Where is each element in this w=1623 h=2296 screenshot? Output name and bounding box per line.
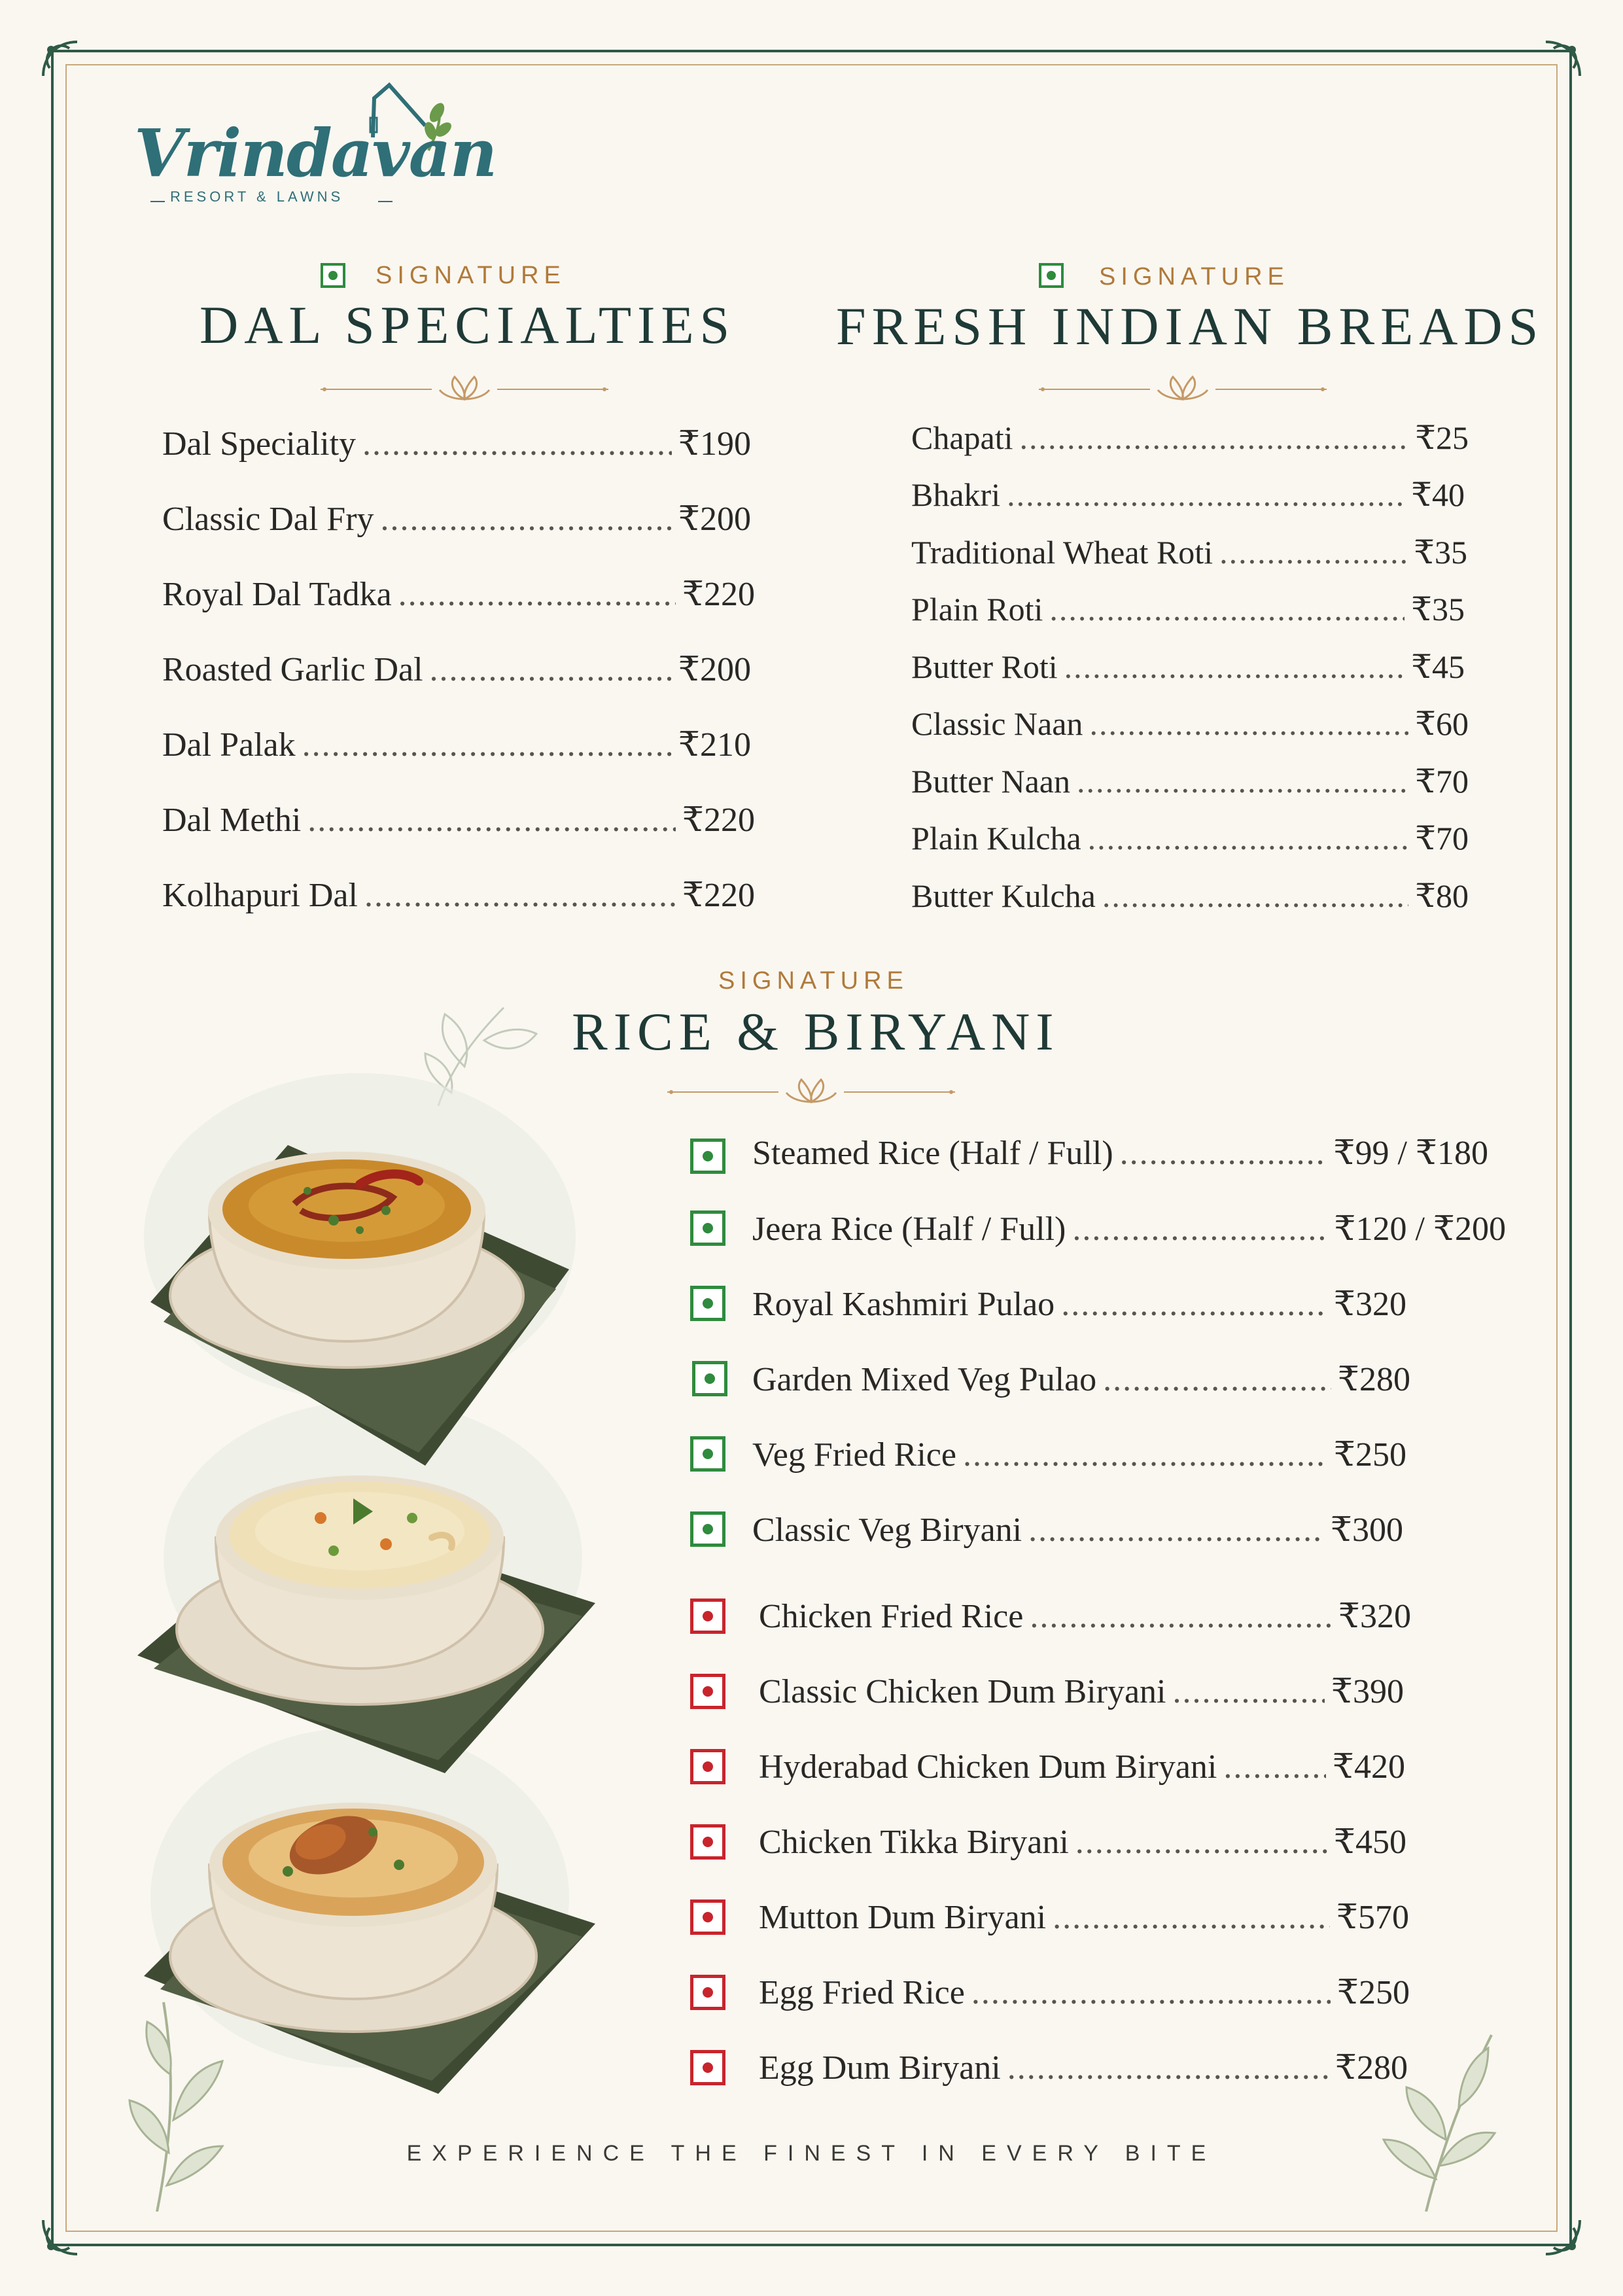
veg-symbol-icon bbox=[1039, 263, 1064, 288]
breads-section-title: FRESH INDIAN BREADS bbox=[836, 296, 1544, 356]
item-price: ₹420 bbox=[1332, 1748, 1405, 1786]
veg-symbol-icon bbox=[321, 263, 345, 288]
list-item bbox=[759, 1973, 1410, 2012]
item-price: ₹70 bbox=[1415, 763, 1469, 800]
item-name: Egg Dum Biryani bbox=[759, 2049, 1001, 2087]
item-name: Dal Methi bbox=[162, 802, 302, 839]
leaf-sprig-icon bbox=[1348, 1996, 1518, 2212]
list-item bbox=[752, 1133, 1488, 1173]
veg-symbol-icon bbox=[690, 1210, 725, 1246]
list-item bbox=[911, 533, 1467, 571]
list-item bbox=[752, 1510, 1403, 1549]
nonveg-symbol-icon bbox=[690, 1824, 725, 1860]
list-item bbox=[752, 1284, 1406, 1324]
item-price: ₹120 / ₹200 bbox=[1334, 1210, 1506, 1248]
item-price: ₹320 bbox=[1333, 1286, 1406, 1323]
item-name: Classic Chicken Dum Biryani bbox=[759, 1673, 1166, 1710]
veg-symbol-icon bbox=[690, 1286, 725, 1321]
item-name: Classic Dal Fry bbox=[162, 501, 374, 538]
veg-symbol-icon bbox=[690, 1139, 725, 1174]
list-item bbox=[162, 574, 755, 614]
leader-dots bbox=[398, 575, 676, 614]
leader-dots bbox=[430, 650, 672, 689]
leader-dots bbox=[307, 801, 676, 839]
item-price: ₹200 bbox=[678, 501, 751, 538]
nonveg-symbol-icon bbox=[690, 2050, 725, 2085]
list-item bbox=[911, 819, 1469, 857]
item-price: ₹80 bbox=[1415, 877, 1469, 914]
leader-dots bbox=[963, 1436, 1327, 1474]
item-price: ₹40 bbox=[1411, 476, 1465, 513]
food-bowls-illustration bbox=[137, 995, 608, 2094]
item-name: Kolhapuri Dal bbox=[162, 877, 358, 914]
nonveg-symbol-icon bbox=[690, 1674, 725, 1709]
list-item bbox=[911, 762, 1469, 800]
list-item bbox=[911, 877, 1469, 915]
dal-section-title: DAL SPECIALTIES bbox=[200, 295, 736, 355]
leader-dots bbox=[1102, 877, 1408, 915]
brand-subtitle: RESORT & LAWNS bbox=[170, 188, 344, 205]
item-price: ₹190 bbox=[678, 425, 751, 463]
nonveg-symbol-icon bbox=[690, 1749, 725, 1784]
leader-dots bbox=[1007, 476, 1405, 514]
veg-symbol-icon bbox=[690, 1511, 725, 1547]
leader-dots bbox=[362, 425, 672, 463]
item-name: Roasted Garlic Dal bbox=[162, 651, 423, 688]
item-name: Chicken Fried Rice bbox=[759, 1598, 1024, 1635]
item-price: ₹570 bbox=[1336, 1899, 1409, 1936]
list-item bbox=[162, 875, 755, 915]
item-name: Butter Roti bbox=[911, 648, 1058, 685]
item-name: Bhakri bbox=[911, 476, 1001, 513]
nonveg-symbol-icon bbox=[690, 1899, 725, 1935]
list-item bbox=[759, 2048, 1408, 2087]
item-name: Mutton Dum Biryani bbox=[759, 1899, 1047, 1936]
corner-ornament-icon bbox=[1539, 37, 1585, 82]
corner-ornament-icon bbox=[1539, 2214, 1585, 2259]
item-price: ₹390 bbox=[1331, 1673, 1404, 1710]
list-item bbox=[162, 800, 755, 839]
leaf-divider-icon bbox=[1039, 373, 1327, 406]
leader-dots bbox=[1089, 705, 1408, 743]
item-price: ₹45 bbox=[1411, 648, 1465, 685]
leader-dots bbox=[1219, 533, 1407, 571]
item-price: ₹35 bbox=[1411, 591, 1465, 627]
nonveg-symbol-icon bbox=[690, 1975, 725, 2010]
list-item bbox=[759, 1747, 1405, 1786]
list-item bbox=[911, 590, 1465, 628]
leader-dots bbox=[302, 726, 672, 764]
item-name: Plain Kulcha bbox=[911, 820, 1081, 857]
leader-dots bbox=[1020, 419, 1409, 457]
leader-dots bbox=[1088, 819, 1409, 857]
item-price: ₹320 bbox=[1338, 1598, 1411, 1635]
item-name: Dal Palak bbox=[162, 726, 296, 764]
list-item bbox=[911, 705, 1469, 743]
leader-dots bbox=[1223, 1748, 1326, 1786]
list-item bbox=[162, 650, 751, 689]
item-price: ₹280 bbox=[1337, 1361, 1410, 1398]
item-name: Garden Mixed Veg Pulao bbox=[752, 1361, 1097, 1398]
leader-dots bbox=[1120, 1134, 1327, 1173]
list-item bbox=[162, 499, 751, 539]
item-price: ₹25 bbox=[1415, 419, 1469, 456]
list-item bbox=[752, 1360, 1410, 1399]
brand-name: Vrindavan bbox=[134, 115, 497, 192]
item-price: ₹99 / ₹180 bbox=[1333, 1135, 1488, 1172]
leaf-sprig-icon bbox=[118, 1989, 288, 2212]
leader-dots bbox=[1075, 1823, 1327, 1862]
list-item bbox=[759, 1898, 1409, 1937]
item-name: Chicken Tikka Biryani bbox=[759, 1824, 1069, 1861]
leader-dots bbox=[1053, 1898, 1330, 1937]
list-item bbox=[911, 476, 1465, 514]
item-name: Butter Kulcha bbox=[911, 877, 1096, 914]
item-price: ₹35 bbox=[1414, 534, 1467, 571]
item-price: ₹300 bbox=[1330, 1511, 1403, 1549]
leader-dots bbox=[1007, 2049, 1329, 2087]
item-name: Plain Roti bbox=[911, 591, 1043, 627]
leaf-divider-icon bbox=[667, 1076, 955, 1108]
item-name: Jeera Rice (Half / Full) bbox=[752, 1210, 1066, 1248]
item-name: Butter Naan bbox=[911, 763, 1070, 800]
item-price: ₹250 bbox=[1333, 1436, 1406, 1474]
item-price: ₹450 bbox=[1333, 1824, 1406, 1861]
dal-kicker: SIGNATURE bbox=[375, 262, 566, 289]
list-item bbox=[162, 725, 751, 764]
list-item bbox=[759, 1597, 1411, 1636]
list-item bbox=[162, 424, 751, 463]
veg-symbol-icon bbox=[690, 1436, 725, 1472]
item-name: Royal Dal Tadka bbox=[162, 576, 392, 613]
leader-dots bbox=[1030, 1597, 1332, 1636]
list-item bbox=[752, 1209, 1506, 1248]
leader-dots bbox=[1103, 1360, 1331, 1399]
item-price: ₹220 bbox=[682, 576, 755, 613]
item-name: Royal Kashmiri Pulao bbox=[752, 1286, 1055, 1323]
rice-section-title: RICE & BIRYANI bbox=[572, 1002, 1060, 1061]
item-price: ₹70 bbox=[1415, 820, 1469, 857]
list-item bbox=[911, 419, 1469, 457]
leader-dots bbox=[1064, 648, 1405, 686]
item-name: Classic Veg Biryani bbox=[752, 1511, 1022, 1549]
breads-kicker: SIGNATURE bbox=[1099, 263, 1289, 291]
leader-dots bbox=[1172, 1672, 1324, 1711]
leaf-divider-icon bbox=[321, 373, 608, 406]
veg-symbol-icon bbox=[692, 1361, 727, 1396]
item-name: Egg Fried Rice bbox=[759, 1974, 965, 2011]
leader-dots bbox=[1028, 1511, 1324, 1549]
item-price: ₹220 bbox=[682, 877, 755, 914]
item-name: Traditional Wheat Roti bbox=[911, 534, 1213, 571]
leader-dots bbox=[381, 500, 672, 539]
item-name: Hyderabad Chicken Dum Biryani bbox=[759, 1748, 1217, 1786]
leader-dots bbox=[1061, 1285, 1327, 1324]
item-price: ₹250 bbox=[1336, 1974, 1410, 2011]
leader-dots bbox=[1072, 1210, 1327, 1248]
item-price: ₹210 bbox=[678, 726, 751, 764]
item-price: ₹200 bbox=[678, 651, 751, 688]
list-item bbox=[759, 1672, 1404, 1711]
item-price: ₹280 bbox=[1335, 2049, 1408, 2087]
item-name: Dal Speciality bbox=[162, 425, 357, 463]
item-name: Veg Fried Rice bbox=[752, 1436, 956, 1474]
item-name: Chapati bbox=[911, 419, 1013, 456]
list-item bbox=[752, 1435, 1406, 1474]
nonveg-symbol-icon bbox=[690, 1598, 725, 1634]
item-name: Classic Naan bbox=[911, 705, 1083, 742]
list-item bbox=[911, 648, 1465, 686]
leader-dots bbox=[1049, 590, 1405, 628]
leader-dots bbox=[971, 1973, 1331, 2012]
corner-ornament-icon bbox=[38, 37, 84, 82]
item-price: ₹60 bbox=[1415, 705, 1469, 742]
item-name: Steamed Rice (Half / Full) bbox=[752, 1135, 1113, 1172]
leader-dots bbox=[1077, 762, 1408, 800]
corner-ornament-icon bbox=[38, 2214, 84, 2259]
list-item bbox=[759, 1822, 1406, 1862]
brand-logo bbox=[131, 79, 497, 209]
footer-tagline: EXPERIENCE THE FINEST IN EVERY BITE bbox=[406, 2141, 1217, 2166]
item-price: ₹220 bbox=[682, 802, 755, 839]
leader-dots bbox=[364, 876, 676, 915]
rice-kicker: SIGNATURE bbox=[718, 967, 909, 995]
